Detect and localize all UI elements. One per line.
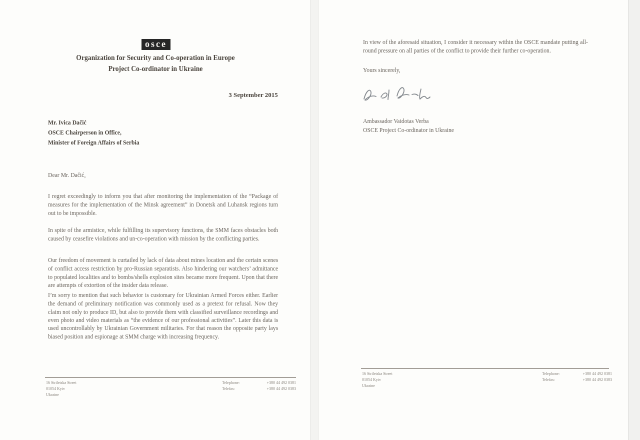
body-paragraph-3: Our freedom of movement is curtailed by lack of data about mines location and the certain scenes of conflict access restriction by pro-Russian separatists. Also hindering our watchers’ admittance to populated localities and to bombs/shells explosion sites became more frequent. Upon that there are attempts of extortion of the insider data release. [48,256,279,289]
telephone-label: Telephone: [542,371,560,376]
telefax-label: Telefax: [222,386,236,391]
body-paragraph-5: In view of the aforesaid situation, I consider it necessary within the OSCE mandate putting all-round pressure on all parties of the conflict to provide their further co-operation. [363,38,588,54]
signature-image [360,82,438,108]
footer-address [46,380,196,398]
closing-line: Yours sincerely, [363,66,401,74]
recipient-title: Minister of Foreign Affairs of Serbia [48,139,140,146]
footer-address-line: Ukraine [362,383,375,388]
body-paragraph-4: I’m sorry to mention that such behavior is customary for Ukrainian Armed Forces either. Earlier the demand of preliminary notification was commonly used as a pretext for refusal. Now they claim not only to produce ID, but also to provide them with classified surveillance recordings and even photo and video materials as “the evidence of our professional activities”. Later this data is used uncontrollably by Ukrainian Government militaries. For that reason the opposite party lays biased position and espionage at SMM charge with increasing frequency. [48,291,279,340]
footer-address [362,371,512,389]
recipient-name: Mr. Ivica Dačić [48,119,87,126]
telefax-value: +380 44 492 0383 [266,386,296,391]
telefax-value: +380 44 492 0383 [582,377,612,382]
footer-address-line: 16 Striletska Street [362,371,393,376]
signer-name: Ambassador Vaidotas Verba [363,117,429,125]
scan-edge [628,0,640,440]
org-subtitle-line: Project Co-ordinator in Ukraine [108,66,203,74]
recipient-role: OSCE Chairperson in Office, [48,129,122,136]
letter-date: 3 September 2015 [228,92,278,100]
salutation: Dear Mr. Dačić, [48,171,86,179]
org-name-line: Organization for Security and Co-operation in Europe [76,55,235,63]
recipient-block [48,118,269,148]
page-seam [311,0,318,440]
footer-rule [45,377,296,378]
telefax-label: Telefax: [542,377,556,382]
footer-rule [361,368,609,369]
footer-address-line: 01054 Kyiv [362,377,381,382]
signer-title: OSCE Project Co-ordinator in Ukraine [363,126,454,134]
telephone-value: +380 44 492 0381 [266,380,296,385]
telephone-label: Telephone: [222,380,240,385]
footer-address-line: Ukraine [46,392,59,397]
telephone-value: +380 44 492 0381 [582,371,612,376]
osce-logo: osce [141,39,170,50]
footer-address-line: 16 Striletska Street [46,380,77,385]
footer-address-line: 01054 Kyiv [46,386,65,391]
footer-contacts [222,380,296,392]
letter-page-2 [318,0,628,440]
footer-contacts [542,371,612,383]
body-paragraph-2: In spite of the armistice, while fulfilling its supervisory functions, the SMM faces obstacles both caused by ceasefire violations and un-co-operation with mission by the conflicting parties. [48,226,279,242]
body-paragraph-1: I regret exceedingly to inform you that after monitoring the implementation of the “Package of measures for the implementation of the Minsk agreement” in Donetsk and Luhansk regions turn out to be impossible. [48,192,279,216]
letter-page-1 [0,0,311,440]
